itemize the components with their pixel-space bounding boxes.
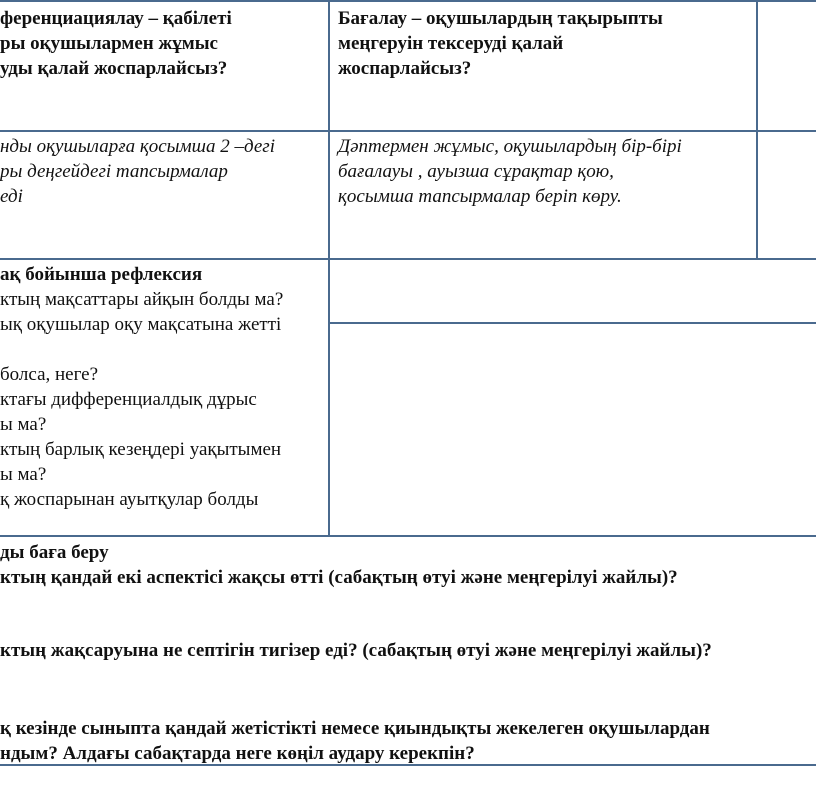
reflection-title: ақ бойынша рефлексия xyxy=(0,264,203,285)
table-top-border xyxy=(0,0,816,2)
assessment-title: ды баға беру xyxy=(0,542,109,563)
assessment-question-1: ктың қандай екі аспектісі жақсы өтті (сабақтың өтуі және меңгерілуі жайлы)? xyxy=(0,567,678,588)
column-divider-2 xyxy=(756,0,758,258)
reflection-block: ақ бойынша рефлексия ктың мақсаттары айқын болды ма? ық оқушылар оқу мақсатына жетті болса, неге? ктағы дифференциалдық дұрыс ы ма? ктың барлық кезеңдері уақытымен ы ма? қ жоспарынан ауытқулар болды xyxy=(0,264,284,510)
column-divider-1 xyxy=(328,0,330,535)
row-divider-2 xyxy=(0,258,816,260)
assessment-question-2: ктың жақсаруына не септігін тигізер еді? (сабақтың өтуі және меңгерілуі жайлы)? xyxy=(0,640,712,661)
row-divider-1 xyxy=(0,130,816,132)
row-divider-3 xyxy=(0,535,816,537)
header-assessment: Бағалау – оқушылардың тақырыпты меңгеруін тексеруді қалай жоспарлайсыз? xyxy=(338,8,663,79)
assessment-content: Дәптермен жұмыс, оқушылардың бір-бірі бағалауы , ауызша сұрақтар қою, қосымша тапсырмалар беріп көру. xyxy=(338,136,682,207)
header-differentiation: ференциациялау – қабілеті ры оқушылармен жұмыс уды қалай жоспарлайсыз? xyxy=(0,8,232,79)
differentiation-content: нды оқушыларға қосымша 2 –дегі ры деңгейдегі тапсырмалар еді xyxy=(0,136,275,207)
reflection-inner-divider xyxy=(328,322,816,324)
assessment-question-3: қ кезінде сыныпта қандай жетістікті немесе қиындықты жекелеген оқушылардан ндым? Алдағы сабақтарда неге көңіл аудару керекпін? xyxy=(0,718,710,764)
